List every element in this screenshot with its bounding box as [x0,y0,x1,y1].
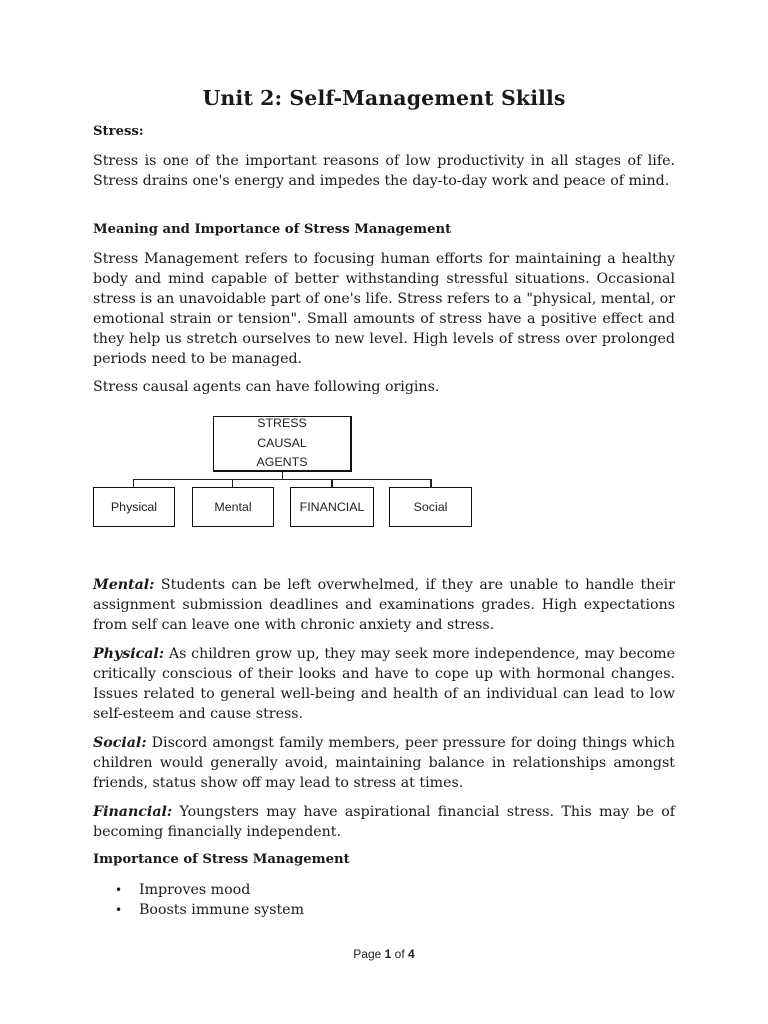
cause-label: Financial: [93,804,173,820]
diagram-root-box [213,416,352,472]
list-item: • Improves mood [93,880,304,900]
cause-text: Youngsters may have aspirational financial stress. This may be of becoming financially independent. [93,804,675,840]
cause-physical [93,644,675,724]
page-title: Unit 2: Self-Management Skills [202,86,566,110]
cause-text: As children grow up, they may seek more independence, may become critically conscious of their looks and have to cope up with hormonal changes. Issues related to general well-being and health of an individual can lead to low self-esteem and cause stress. [93,646,675,722]
cause-mental [93,575,675,635]
total-pages-number: 4 [408,947,415,961]
diagram-box-mental: Mental [192,487,274,527]
cause-text: Students can be left overwhelmed, if they are unable to handle their assignment submission deadlines and examinations grades. High expectations from self can leave one with chronic anxiety and stress. [93,577,675,633]
list-item: • Boosts immune system [93,900,304,920]
of-label: of [391,947,409,961]
cause-label: Social: [93,735,147,751]
stress-paragraph: Stress is one of the important reasons of low productivity in all stages of life. Stress drains one's energy and impedes the day-to-day work and peace of mind. [93,153,675,189]
diagram-box-financial: FINANCIAL [290,487,374,527]
importance-list [93,880,304,920]
root-line: CAUSAL [257,435,307,450]
cause-social [93,733,675,793]
current-page-number: 1 [384,947,392,961]
meaning-heading: Meaning and Importance of Stress Management [93,222,452,237]
meaning-paragraph: Stress Management refers to focusing human efforts for maintaining a healthy body and mind capable of better withstanding stressful situations. Occasional stress is an unavoidable part of one's life. Stress refers to a "physical, mental, or emotional strain or tension". Small amounts of stress have a positive effect and they help us stretch ourselves to new level. High levels of stress over prolonged periods need to be managed. [93,251,675,367]
cause-financial [93,802,675,842]
cause-label: Physical: [93,646,165,662]
root-line: STRESS [257,416,307,431]
page-footer [0,947,768,961]
page-label: Page [353,947,385,961]
diagram-box-physical: Physical [93,487,175,527]
connector-line [133,479,431,480]
origins-intro: Stress causal agents can have following origins. [93,379,440,395]
cause-label: Mental: [93,577,155,593]
importance-heading: Importance of Stress Management [93,852,350,867]
root-line: AGENTS [256,455,308,470]
stress-heading: Stress: [93,124,144,139]
cause-text: Discord amongst family members, peer pressure for doing things which children would generally avoid, maintaining balance in relationships amongst friends, status show off may lead to stress at times. [93,735,675,791]
diagram-box-social: Social [389,487,472,527]
